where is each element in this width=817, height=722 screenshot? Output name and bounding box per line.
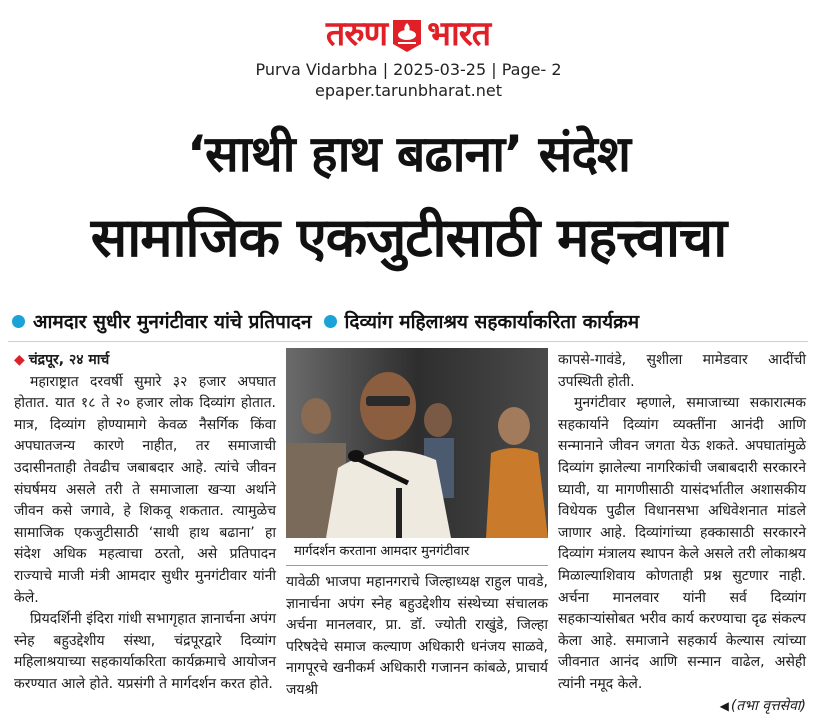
bullet-icon [12,315,25,328]
lamp-emblem-icon [389,14,425,54]
headline-line-1: ‘साथी हाथ बढाना’ संदेश [186,125,630,183]
masthead [0,0,817,104]
paragraph: प्रियदर्शिनी इंदिरा गांधी सभागृहात ज्ञानार्चना अपंग स्नेह बहुउद्देशीय संस्था, चंद्रपूरद्वारे दिव्यांग महिलाश्रयाच्या सहकार्याकरिता कार्यक्रमाचे आयोजन करण्यात आले होते. यप्रसंगी ते मार्गदर्शन करत होते. [14,611,276,692]
subdeck-1: आमदार सुधीर मुनगंटीवार यांचे प्रतिपादन [33,311,312,333]
article-photo[interactable] [286,348,548,538]
photo-caption: मार्गदर्शन करताना आमदार मुनगंटीवार [286,538,548,566]
news-agency-credit: (तभा वृत्तसेवा) [730,697,806,714]
paragraph: महाराष्ट्रात दरवर्षी सुमारे ३२ हजार अपघात होतात. यात १८ ते २० हजार लोक दिव्यांग होतात. मात्र, दिव्यांग होण्यामागे केवळ नैसर्गिक किंवा अपघातजन्य कारणे नाहीत, तर समाजाची उदासीनताही तेवढीच जबाबदार आहे. त्यांचे जीवन संघर्षमय असले तरी ते समाजाला खऱ्या अर्थाने जीवन कसे जगावे, हे शिकवू शकतात. त्यामुळेच सामाजिक एकजुटीसाठी ‘साथी हाथ बढाना’ हा संदेश अधिक महत्वाचा ठरतो, असे प्रतिपादन राज्याचे माजी मंत्री आमदार सुधीर मुनगंटीवार यांनी केले. [14,373,276,606]
credit-marker-icon: ◀ [719,698,729,713]
logo-word-right: भारत [427,14,491,54]
paragraph: मुनगंटीवार म्हणाले, समाजाच्या सकारात्मक सहकार्याने दिव्यांग व्यक्तींना आनंदी आणि सन्मानाने जीवन जगता येऊ शकते. अपघातांमुळे दिव्यांग झालेल्या नागरिकांची जबाबदारी सरकारने घ्यावी, या मागणीसाठी यासंदर्भातील अशासकीय विधेयक पुढील विधानसभा अधिवेशनात मांडले जाणार आहे. दिव्यांगांच्या हक्कासाठी सरकारने दिव्यांग मंत्रालय स्थापन केले असले तरी लोकाश्रय मिळाल्याशिवाय कोणताही प्रश्न सुटणार नाही. अर्चना मानलवार यांनी सर्व दिव्यांग सहकाऱ्यांसोबत भरीव कार्य करण्याचा दृढ संकल्प केला आहे. समाजाने सहकार्य केल्यास त्यांच्या जीवनात आनंद आणि सन्मान वाढेल, असेही त्यांनी नमूद केले. [558,395,806,692]
article-column-1 [14,350,276,696]
dateline: चंद्रपूर, २४ मार्च [28,352,110,368]
headline-line-2: सामाजिक एकजुटीसाठी महत्त्वाचा [90,206,727,269]
article-column-3 [558,350,806,717]
article-column-2 [286,572,548,702]
epaper-url[interactable]: epaper.tarunbharat.net [314,81,503,100]
paragraph: यावेळी भाजपा महानगराचे जिल्हाध्यक्ष राहुल पावडे, ज्ञानार्चना अपंग स्नेह बहुउद्देशीय संस्थेच्या संचालक अर्चना मानलवार, प्रा. डॉ. ज्योती राखुंडे, जिल्हा परिषदेचे समाज कल्याण अधिकारी धनंजय साळवे, नागपूरचे खनीकर्म अधिकारी गजानन कांबळे, प्राचार्य जयश्री [286,574,548,698]
speaker-photo-illustration [286,348,548,538]
subdeck-2: दिव्यांग महिलाश्रय सहकार्याकरिता कार्यक्रम [344,311,640,333]
edition-meta: Purva Vidarbha | 2025-03-25 | Page- 2 [255,60,562,79]
subdeck-row [12,304,812,338]
newspaper-logo[interactable] [282,12,534,56]
divider [8,341,808,342]
logo-word-left: तरुण [325,14,388,54]
dateline-marker-icon: ◆ [14,352,25,368]
bullet-icon [324,315,337,328]
paragraph: कापसे-गावंडे, सुशीला मामेडवार आदींची उपस्थिती होती. [558,352,806,390]
